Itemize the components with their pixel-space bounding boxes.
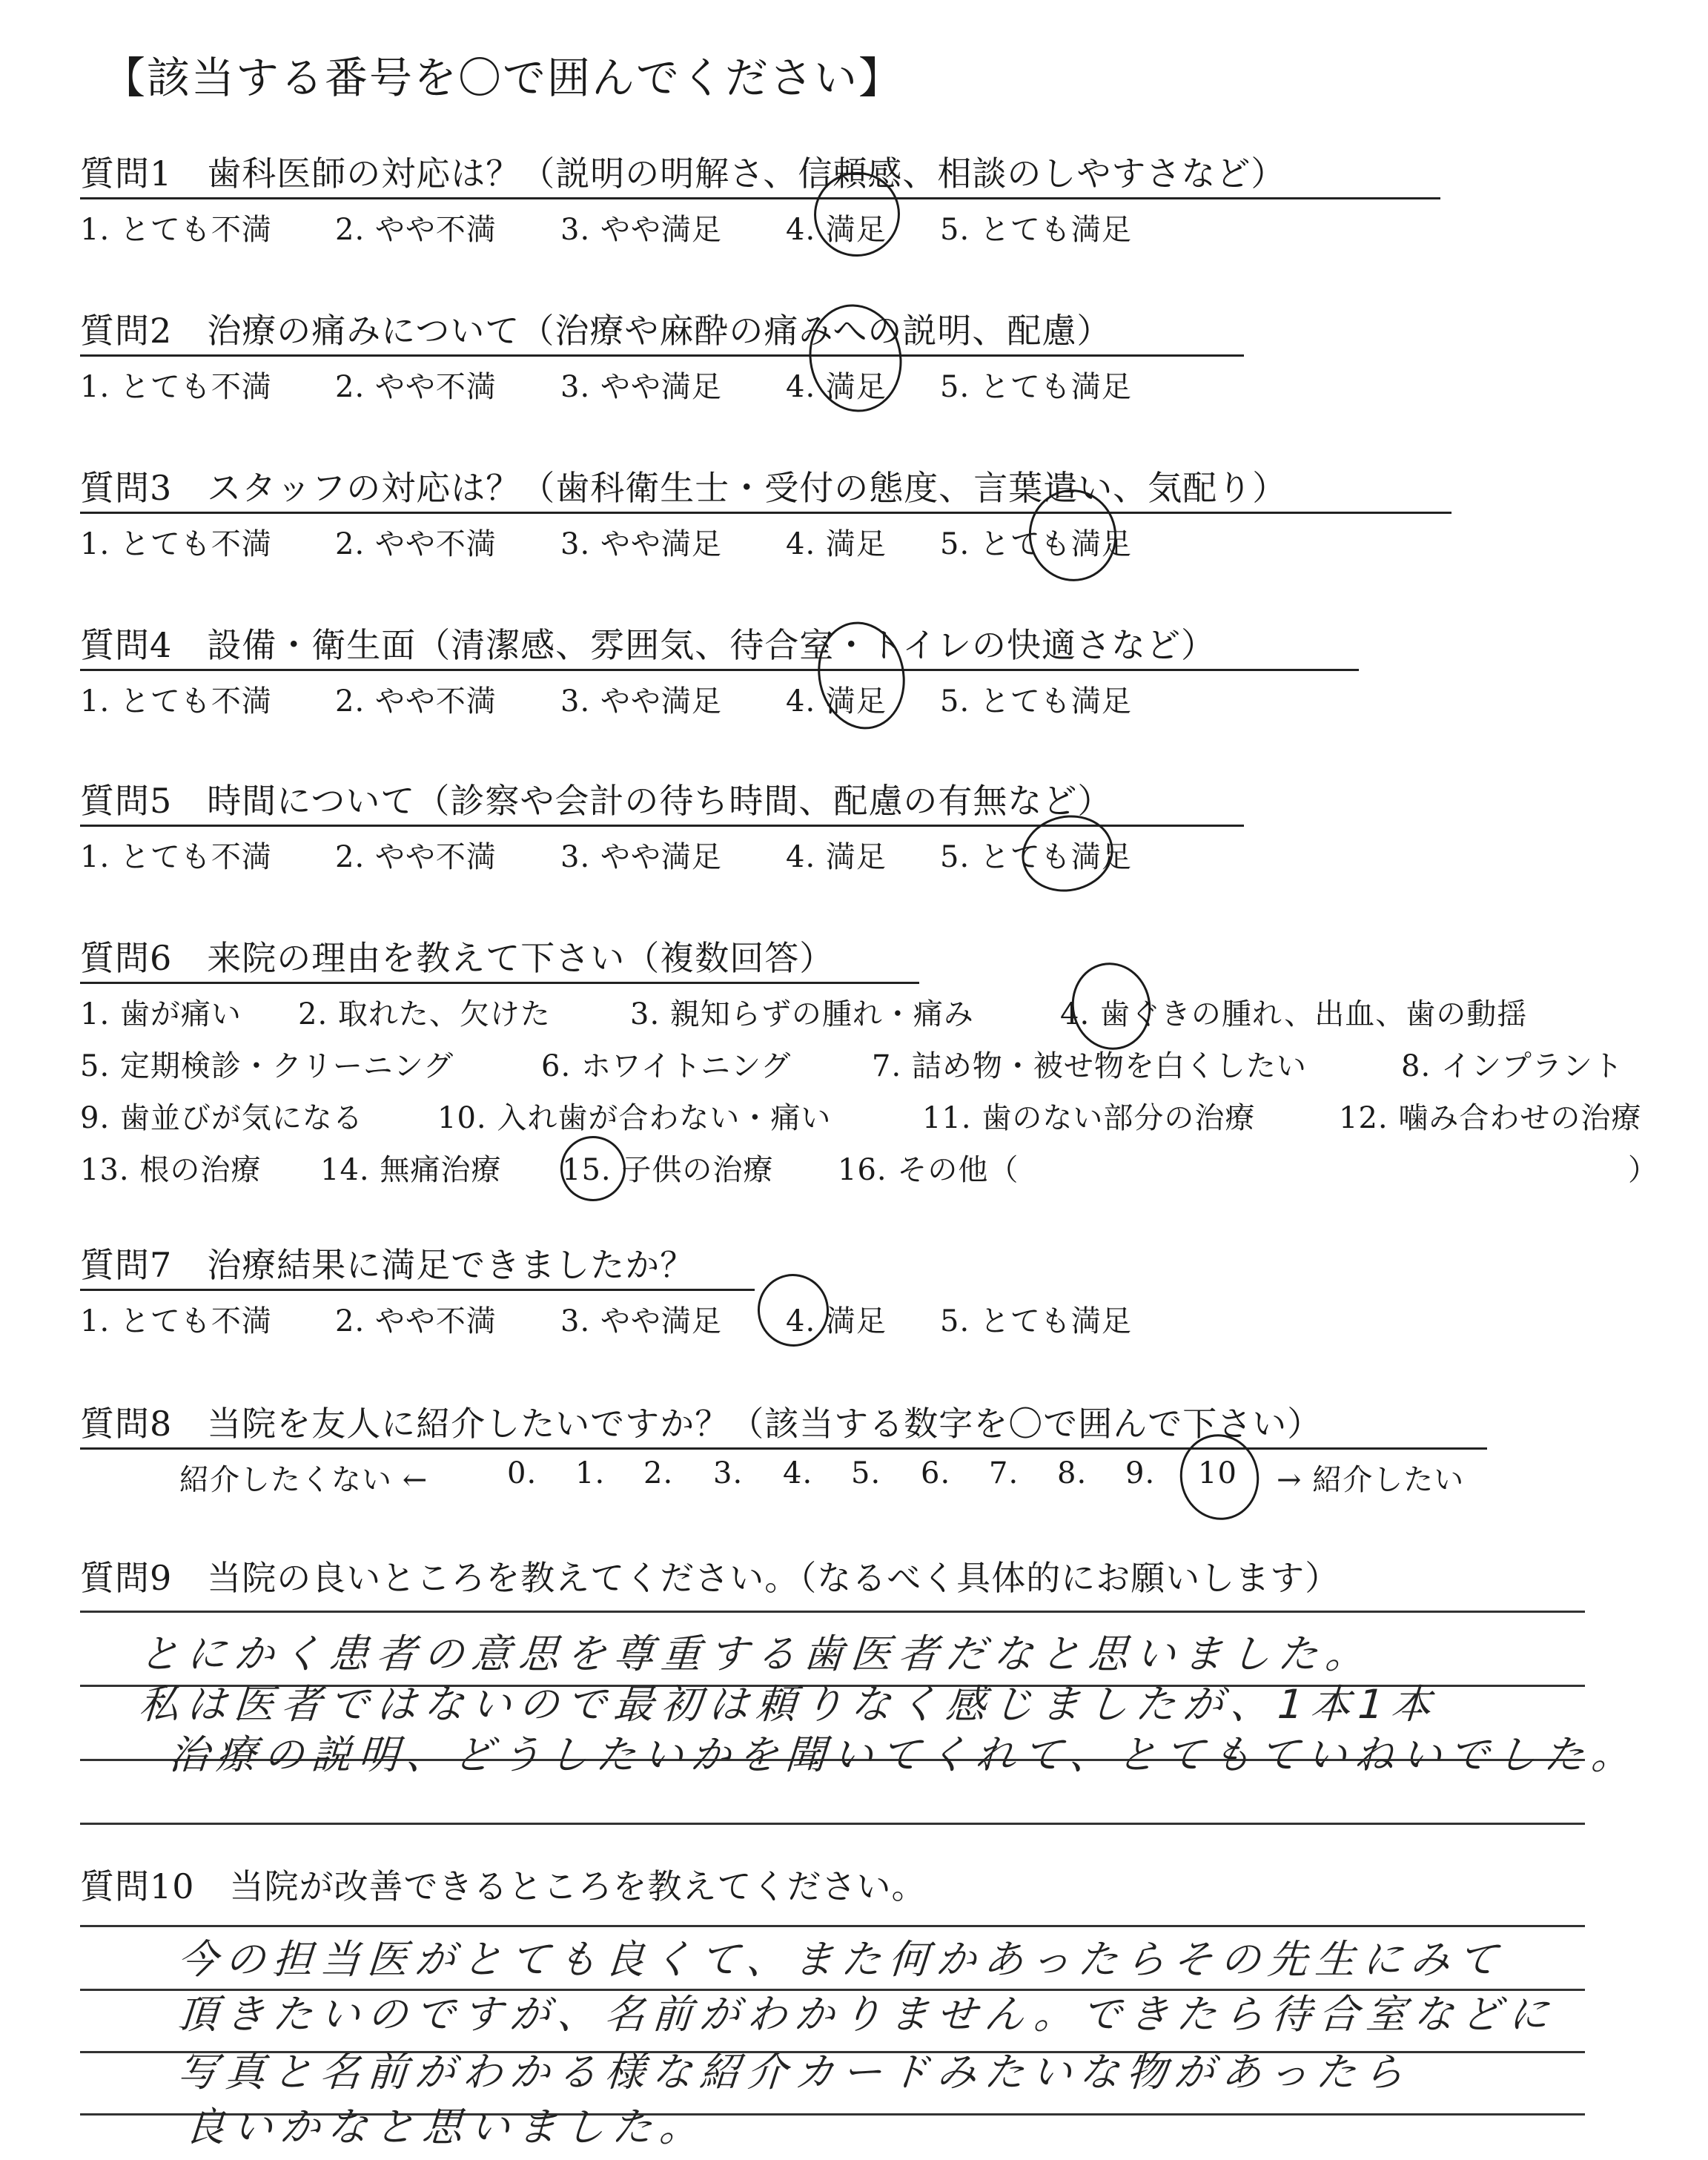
- q1-option-1[interactable]: 1. とても不満: [80, 213, 272, 247]
- q2-option-1[interactable]: 1. とても不満: [80, 370, 272, 404]
- q1-option-3[interactable]: 3. やや満足: [560, 213, 722, 247]
- q2-underline: [80, 354, 1244, 357]
- q4-option-1[interactable]: 1. とても不満: [80, 684, 272, 719]
- q5-title: 質問5 時間について（診察や会計の待ち時間、配慮の有無など）: [80, 781, 1113, 821]
- instruction-heading: 【該当する番号を〇で囲んでください】: [102, 53, 904, 103]
- q7-option-2[interactable]: 2. やや不満: [335, 1304, 497, 1338]
- q5-option-3[interactable]: 3. やや満足: [560, 840, 722, 874]
- q7-option-1[interactable]: 1. とても不満: [80, 1304, 272, 1338]
- q7-option-4[interactable]: 4. 満足: [786, 1304, 887, 1338]
- q3-option-1[interactable]: 1. とても不満: [80, 527, 272, 561]
- q4-option-2[interactable]: 2. やや不満: [335, 684, 497, 719]
- q4-title: 質問4 設備・衛生面（清潔感、雰囲気、待合室・トイレの快適さなど）: [80, 625, 1216, 665]
- q6-option-8[interactable]: 8. インプラント: [1401, 1049, 1623, 1083]
- q2-option-4[interactable]: 4. 満足: [786, 370, 887, 404]
- q9-answer-line-3: 治療の説明、どうしたいかを聞いてくれて、とてもていねいでした。: [167, 1731, 1641, 1778]
- q3-title: 質問3 スタッフの対応は？（歯科衛生士・受付の態度、言葉遣い、気配り）: [80, 468, 1288, 508]
- q1-option-5[interactable]: 5. とても満足: [940, 213, 1132, 247]
- q6-option-10[interactable]: 10. 入れ歯が合わない・痛い: [437, 1101, 832, 1135]
- q6-option-7[interactable]: 7. 詰め物・被せ物を白くしたい: [872, 1049, 1307, 1083]
- q10-title: 質問10 当院が改善できるところを教えてください。: [80, 1866, 927, 1906]
- q1-underline: [80, 197, 1440, 199]
- q5-option-1[interactable]: 1. とても不満: [80, 840, 272, 874]
- q6-option-11[interactable]: 11. 歯のない部分の治療: [922, 1101, 1256, 1135]
- q4-underline: [80, 669, 1359, 671]
- q8-scale-3[interactable]: 3.: [713, 1456, 744, 1490]
- q4-option-4[interactable]: 4. 満足: [786, 684, 887, 719]
- q2-option-2[interactable]: 2. やや不満: [335, 370, 497, 404]
- q10-answer-line-4: 良いかなと思いました。: [183, 2104, 709, 2150]
- q9-answer-line-1: とにかく患者の意思を尊重する歯医者だなと思いました。: [137, 1631, 1374, 1677]
- q7-option-3[interactable]: 3. やや満足: [560, 1304, 722, 1338]
- q3-option-4[interactable]: 4. 満足: [786, 527, 887, 561]
- q9-rule-1: [80, 1611, 1585, 1613]
- q7-title: 質問7 治療結果に満足できましたか？: [80, 1245, 695, 1285]
- q6-other-close: ）: [1628, 1153, 1658, 1187]
- q2-title: 質問2 治療の痛みについて（治療や麻酔の痛みへの説明、配慮）: [80, 311, 1112, 351]
- q5-option-4[interactable]: 4. 満足: [786, 840, 887, 874]
- q10-rule-1: [80, 1925, 1585, 1927]
- q5-option-5[interactable]: 5. とても満足: [940, 840, 1132, 874]
- q6-underline: [80, 982, 919, 984]
- q8-scale-8[interactable]: 8.: [1057, 1456, 1088, 1490]
- q8-scale-6[interactable]: 6.: [921, 1456, 951, 1490]
- q3-option-3[interactable]: 3. やや満足: [560, 527, 722, 561]
- q6-option-4[interactable]: 4. 歯ぐきの腫れ、出血、歯の動揺: [1060, 997, 1528, 1031]
- q6-option-13[interactable]: 13. 根の治療: [80, 1153, 262, 1187]
- q6-option-5[interactable]: 5. 定期検診・クリーニング: [80, 1049, 454, 1083]
- q1-title: 質問1 歯科医師の対応は？（説明の明解さ、信頼感、相談のしやすさなど）: [80, 153, 1286, 194]
- q6-option-1[interactable]: 1. 歯が痛い: [80, 997, 242, 1031]
- q10-answer-line-2: 頂きたいのですが、名前がわかりません。できたら待合室などに: [176, 1991, 1558, 2038]
- q8-scale-0[interactable]: 0.: [507, 1456, 537, 1490]
- q8-scale-10[interactable]: 10: [1198, 1456, 1237, 1490]
- q8-scale-4[interactable]: 4.: [783, 1456, 813, 1490]
- q5-option-2[interactable]: 2. やや不満: [335, 840, 497, 874]
- q9-title: 質問9 当院の良いところを教えてください。（なるべく具体的にお願いします）: [80, 1558, 1340, 1598]
- q9-rule-4: [80, 1823, 1585, 1825]
- q6-option-9[interactable]: 9. 歯並びが気になる: [80, 1101, 363, 1135]
- q9-answer-line-2: 私は医者ではないので最初は頼りなく感じましたが、1本1本: [137, 1681, 1440, 1728]
- q8-scale-2[interactable]: 2.: [643, 1456, 674, 1490]
- q6-option-14[interactable]: 14. 無痛治療: [320, 1153, 502, 1187]
- q6-option-16[interactable]: 16. その他（: [838, 1153, 1019, 1187]
- q10-answer-line-1: 今の担当医がとても良くて、また何かあったらその先生にみて: [176, 1936, 1507, 1983]
- q10-answer-line-3: 写真と名前がわかる様な紹介カードみたいな物があったら: [176, 2049, 1413, 2095]
- q2-option-3[interactable]: 3. やや満足: [560, 370, 722, 404]
- q6-option-3[interactable]: 3. 親知らずの腫れ・痛み: [630, 997, 974, 1031]
- q8-left-label: 紹介したくない ←: [179, 1463, 428, 1497]
- q7-selection-circle: [751, 1267, 835, 1353]
- q1-option-2[interactable]: 2. やや不満: [335, 213, 497, 247]
- q6-option-12[interactable]: 12. 噛み合わせの治療: [1339, 1101, 1642, 1135]
- q8-scale-9[interactable]: 9.: [1125, 1456, 1156, 1490]
- q8-scale-5[interactable]: 5.: [851, 1456, 881, 1490]
- q8-right-label: → 紹介したい: [1277, 1463, 1465, 1497]
- q7-underline: [80, 1289, 755, 1291]
- q3-underline: [80, 512, 1452, 514]
- q6-option-6[interactable]: 6. ホワイトニング: [541, 1049, 792, 1083]
- q8-scale-7[interactable]: 7.: [989, 1456, 1019, 1490]
- q6-option-2[interactable]: 2. 取れた、欠けた: [298, 997, 551, 1031]
- q4-option-5[interactable]: 5. とても満足: [940, 684, 1132, 719]
- q3-option-5[interactable]: 5. とても満足: [940, 527, 1132, 561]
- q4-option-3[interactable]: 3. やや満足: [560, 684, 722, 719]
- q8-title: 質問8 当院を友人に紹介したいですか？（該当する数字を〇で囲んで下さい）: [80, 1404, 1323, 1444]
- q1-option-4[interactable]: 4. 満足: [786, 213, 887, 247]
- q3-option-2[interactable]: 2. やや不満: [335, 527, 497, 561]
- q2-option-5[interactable]: 5. とても満足: [940, 370, 1132, 404]
- q6-title: 質問6 来院の理由を教えて下さい（複数回答）: [80, 938, 835, 978]
- q8-scale-1[interactable]: 1.: [575, 1456, 606, 1490]
- q8-underline: [80, 1447, 1487, 1450]
- q6-option-15[interactable]: 15. 子供の治療: [562, 1153, 774, 1187]
- q7-option-5[interactable]: 5. とても満足: [940, 1304, 1132, 1338]
- q6-options: [0, 991, 1708, 1198]
